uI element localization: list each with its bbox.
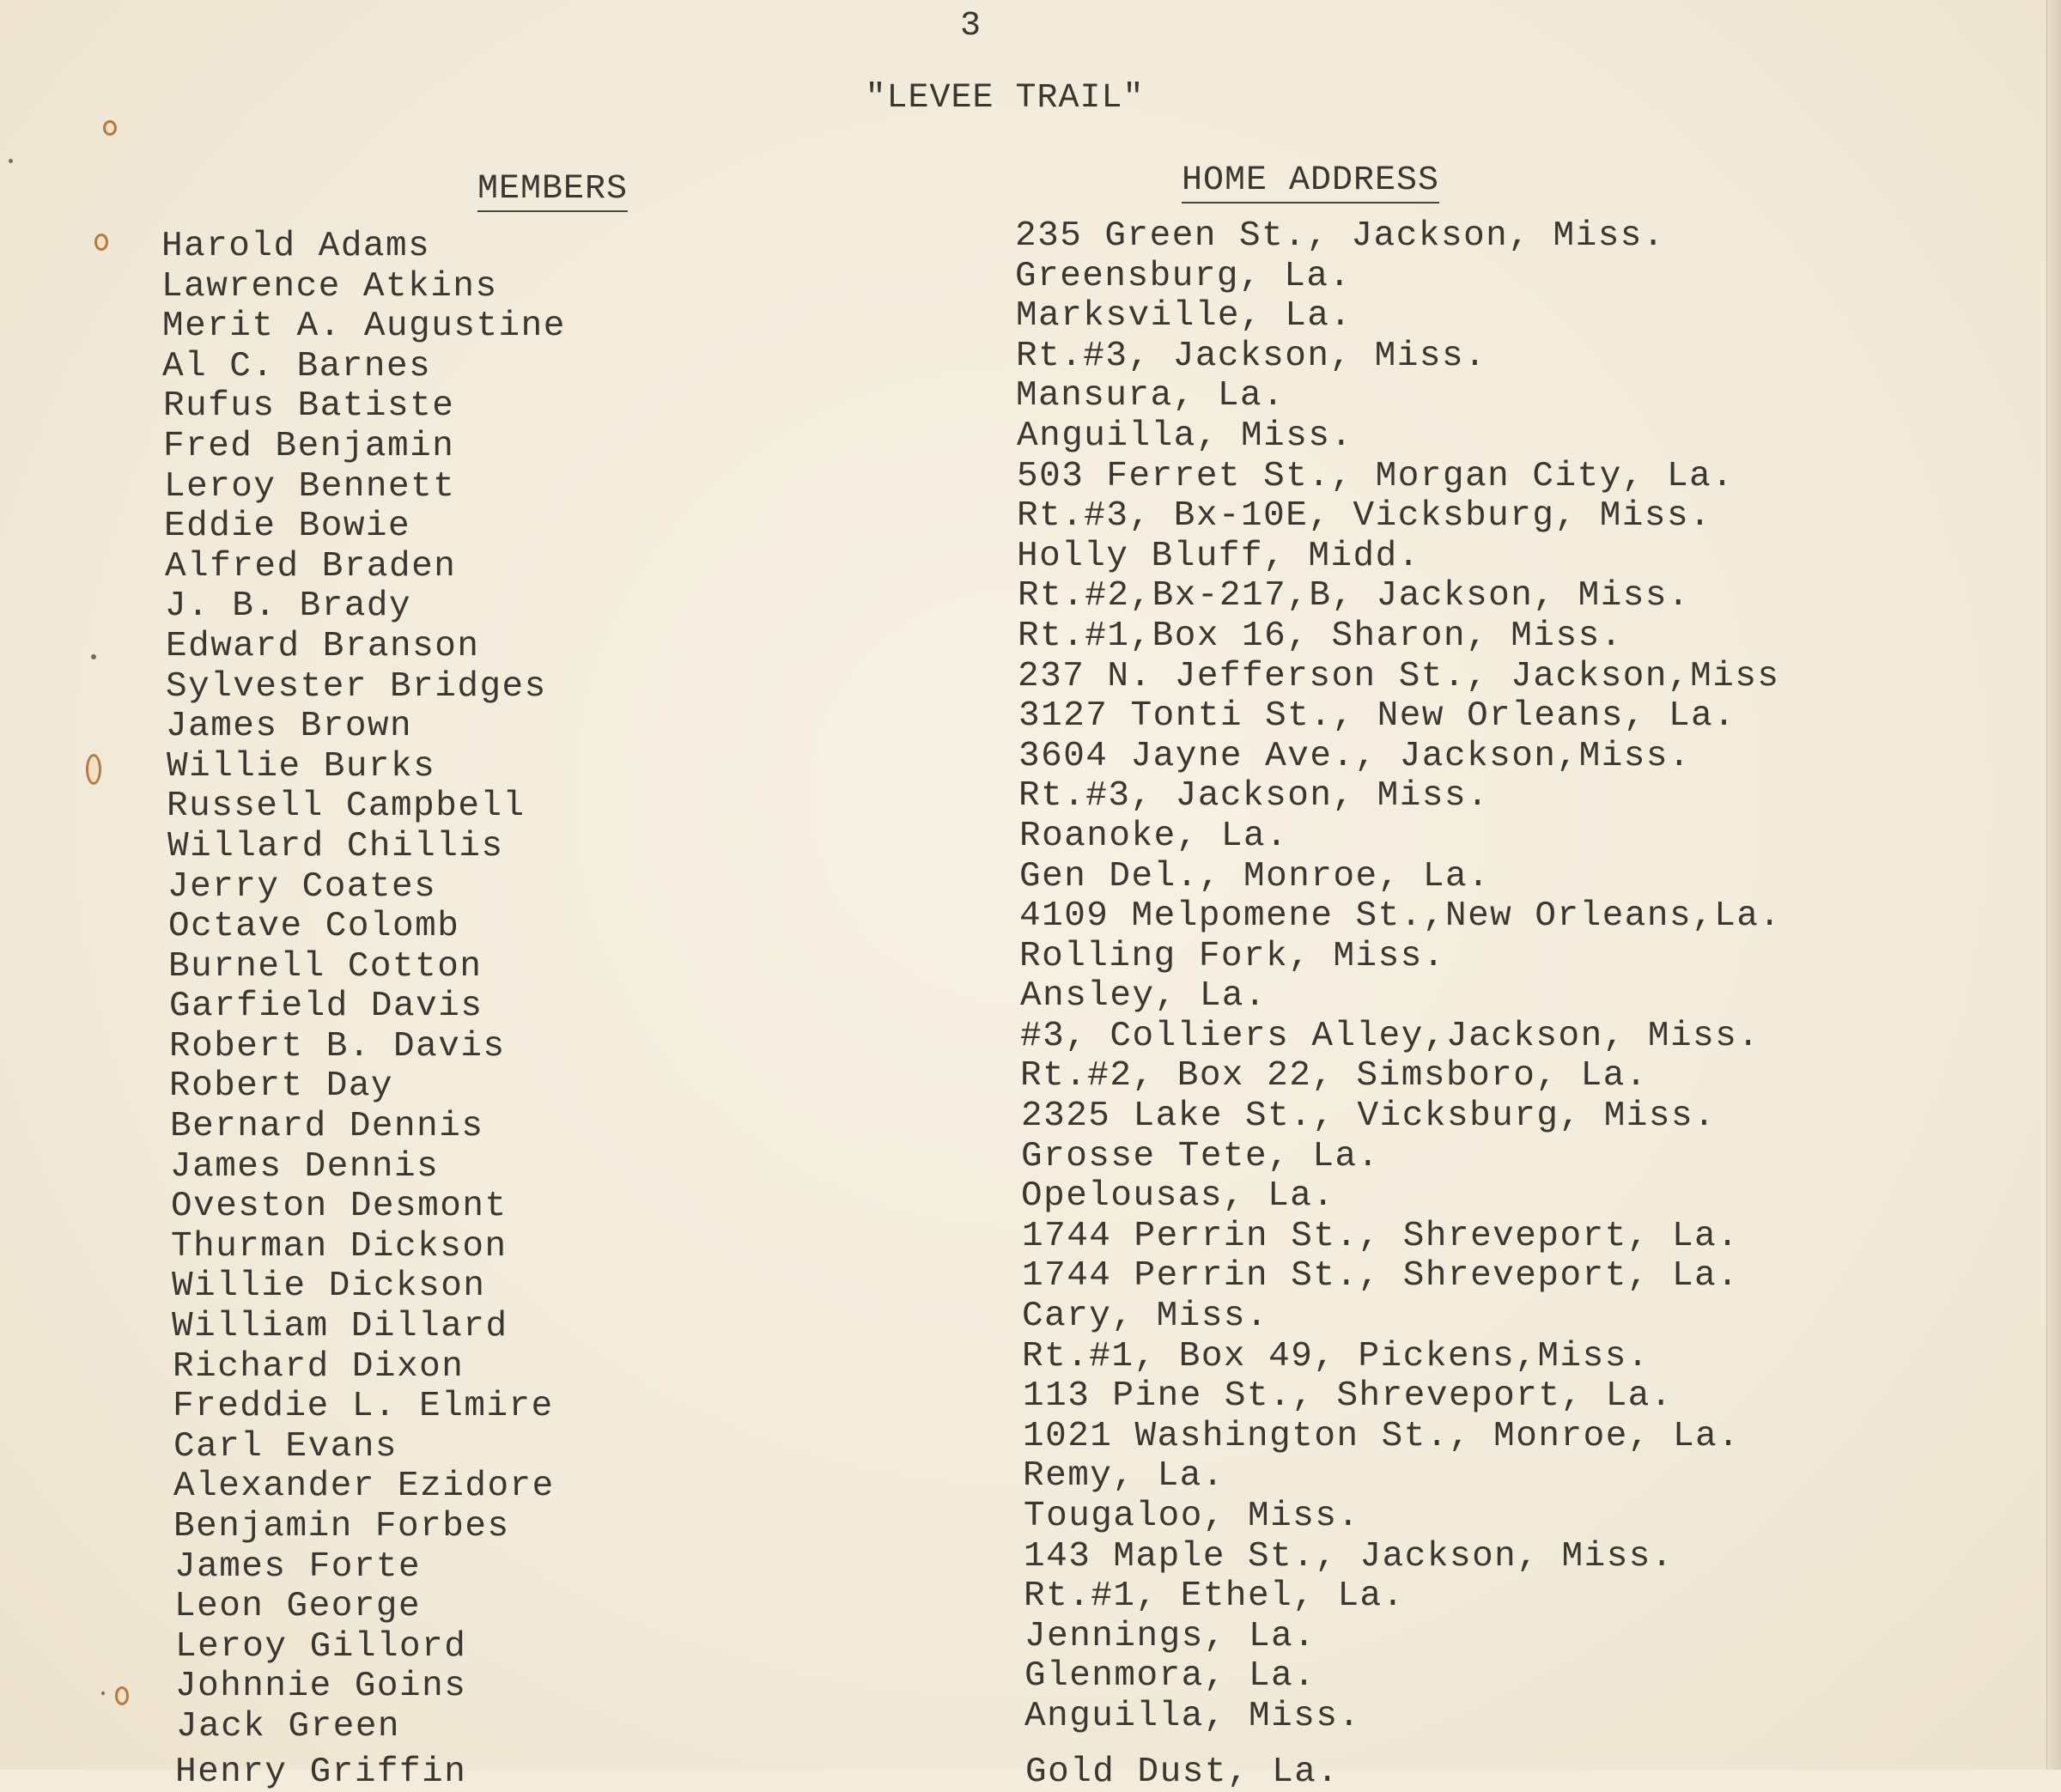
member-name: Jack Green [176, 1706, 401, 1746]
home-address: 143 Maple St., Jackson, Miss. [1024, 1536, 1675, 1576]
home-address: Grosse Tete, La. [1021, 1136, 1380, 1176]
cut-off-member: Henry Griffin [175, 1753, 467, 1792]
home-address: Ansley, La. [1020, 976, 1268, 1017]
member-name: Leon George [174, 1587, 422, 1627]
cut-off-address: Gold Dust, La. [1025, 1753, 1340, 1792]
member-name: Harold Adams [161, 227, 431, 266]
member-name: James Forte [174, 1546, 422, 1587]
home-address: Anguilla, Miss. [1017, 416, 1353, 456]
member-name: Willie Dickson [172, 1267, 486, 1307]
paper-speck [101, 1692, 105, 1695]
member-name: Lawrence Atkins [161, 266, 498, 307]
address-list [1015, 216, 1782, 1737]
member-name: Russell Campbell [167, 787, 526, 827]
home-address: Marksville, La. [1016, 296, 1353, 337]
page-number: 3 [959, 7, 981, 46]
home-address: Roanoke, La. [1019, 816, 1289, 856]
home-address: Remy, La. [1023, 1456, 1225, 1497]
member-name: Johnnie Goins [175, 1667, 467, 1707]
home-address: Cary, Miss. [1022, 1297, 1269, 1337]
home-address: Rt.#2, Box 22, Simsboro, La. [1020, 1056, 1648, 1096]
member-name: William Dillard [172, 1307, 508, 1347]
home-address: Rolling Fork, Miss. [1019, 936, 1445, 976]
home-address: Rt.#1, Box 49, Pickens,Miss. [1022, 1336, 1650, 1376]
member-name: Alexander Ezidore [173, 1467, 555, 1507]
member-name: Al C. Barnes [162, 346, 432, 386]
home-address: 237 N. Jefferson St., Jackson,Miss [1018, 656, 1780, 696]
home-address: Glenmora, La. [1024, 1656, 1316, 1697]
home-address: Tougaloo, Miss. [1024, 1497, 1360, 1536]
member-name: Freddie L. Elmire [173, 1387, 554, 1427]
home-address: 113 Pine St., Shreveport, La. [1023, 1376, 1674, 1417]
member-name: Bernard Dennis [170, 1107, 484, 1147]
punch-hole [94, 234, 108, 251]
member-name: Oveston Desmont [171, 1187, 508, 1227]
member-name: Octave Colomb [168, 907, 460, 947]
member-name: James Dennis [170, 1146, 440, 1187]
home-address: 1021 Washington St., Monroe, La. [1023, 1416, 1741, 1456]
member-name: Willie Burks [167, 746, 436, 787]
members-list [161, 227, 566, 1747]
home-address: Gen Del., Monroe, La. [1019, 856, 1491, 896]
punch-hole [86, 754, 101, 785]
paper-speck [91, 654, 96, 659]
punch-hole [103, 120, 117, 136]
home-address: 4109 Melpomene St.,New Orleans,La. [1019, 896, 1782, 937]
member-name: Jerry Coates [167, 866, 437, 907]
home-address: 1744 Perrin St., Shreveport, La. [1022, 1256, 1740, 1297]
home-address: 3604 Jayne Ave., Jackson,Miss. [1018, 736, 1692, 776]
member-name: Rufus Batiste [163, 386, 455, 427]
member-name: J. B. Brady [165, 586, 412, 627]
home-address: Rt.#1, Ethel, La. [1024, 1576, 1405, 1617]
member-name: Fred Benjamin [163, 426, 455, 466]
home-address: Anguilla, Miss. [1024, 1696, 1361, 1736]
member-name: James Brown [166, 707, 413, 747]
home-address: 235 Green St., Jackson, Miss. [1015, 216, 1666, 256]
home-address: Greensburg, La. [1015, 256, 1352, 296]
home-address: Jennings, La. [1024, 1616, 1316, 1656]
home-address: Holly Bluff, Midd. [1017, 536, 1420, 576]
member-name: Sylvester Bridges [166, 666, 547, 707]
home-address: 1744 Perrin St., Shreveport, La. [1022, 1216, 1740, 1256]
punch-hole [115, 1686, 129, 1705]
home-address: 503 Ferret St., Morgan City, La. [1017, 456, 1735, 496]
members-column-header: MEMBERS [477, 170, 628, 212]
member-name: Willard Chillis [167, 826, 504, 866]
member-name: Burnell Cotton [168, 946, 483, 987]
home-address-column-header: HOME ADDRESS [1182, 161, 1439, 203]
member-name: Robert B. Davis [169, 1026, 506, 1066]
home-address: Rt.#3, Jackson, Miss. [1016, 336, 1487, 376]
member-name: Alfred Braden [165, 546, 457, 586]
home-address: 3127 Tonti St., New Orleans, La. [1018, 696, 1736, 737]
member-name: Eddie Bowie [164, 507, 411, 547]
member-name: Leroy Gillord [175, 1626, 467, 1667]
member-name: Merit A. Augustine [162, 307, 566, 347]
home-address: Rt.#3, Jackson, Miss. [1018, 776, 1490, 817]
paper-speck [9, 159, 13, 163]
member-name: Leroy Bennett [164, 466, 456, 507]
home-address: 2325 Lake St., Vicksburg, Miss. [1021, 1096, 1717, 1137]
member-name: Thurman Dickson [171, 1226, 508, 1267]
page-title: "LEVEE TRAIL" [865, 79, 1145, 118]
member-name: Carl Evans [173, 1426, 398, 1467]
home-address: Opelousas, La. [1021, 1176, 1335, 1217]
page-edge [2046, 0, 2061, 1770]
home-address: Mansura, La. [1016, 376, 1286, 416]
home-address: Rt.#1,Box 16, Sharon, Miss. [1018, 616, 1623, 656]
member-name: Robert Day [169, 1066, 394, 1107]
home-address: #3, Colliers Alley,Jackson, Miss. [1020, 1016, 1760, 1056]
home-address: Rt.#3, Bx-10E, Vicksburg, Miss. [1017, 496, 1712, 537]
member-name: Garfield Davis [169, 987, 483, 1027]
home-address: Rt.#2,Bx-217,B, Jackson, Miss. [1018, 576, 1691, 617]
member-name: Benjamin Forbes [173, 1507, 510, 1546]
member-name: Richard Dixon [173, 1346, 465, 1387]
member-name: Edward Branson [166, 626, 480, 666]
